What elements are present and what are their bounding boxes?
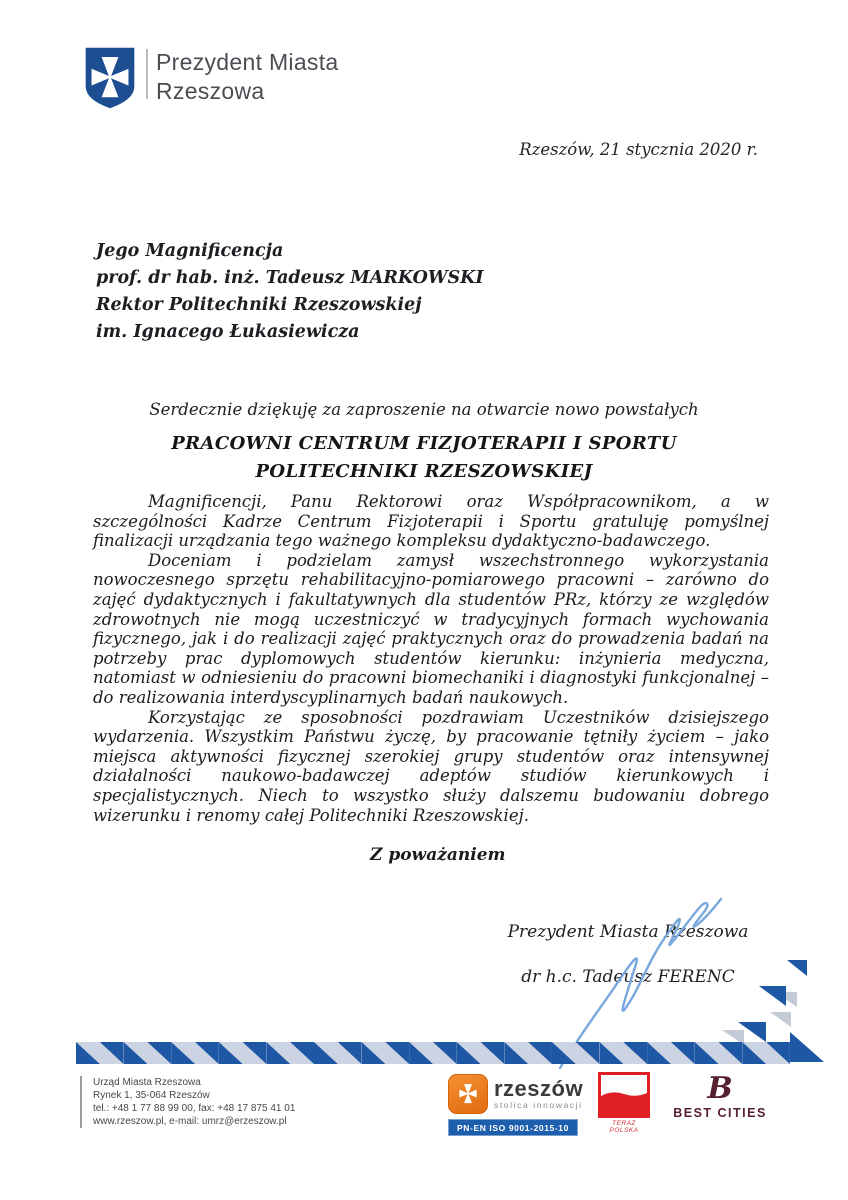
band-triangle	[195, 1042, 219, 1064]
band-triangle	[623, 1042, 647, 1064]
band-triangle	[314, 1042, 338, 1064]
paragraph: Korzystając ze sposobności pozdrawiam Uczestników dzisiejszego wydarzenia. Wszystkim Państwu życzę, by pracowanie tętniły życiem – jako miejsca aktywności fizycznej szerokiej grupy studentów oraz intensywnej działalności naukowo-badawczej adeptów studiów kierunkowych i specjalistycznych. Niech to wszystko służy dalszemu budowaniu dobrego wizerunku i renomy całej Politechniki Rzeszowskiej.	[93, 707, 769, 825]
band-triangle	[647, 1042, 671, 1064]
rzeszow-city-logo	[448, 1074, 598, 1136]
date-line: Rzeszów, 21 stycznia 2020 r.	[519, 140, 758, 159]
signer-name: dr h.c. Tadeusz FERENC	[521, 967, 735, 987]
letterhead-title-line2: Rzeszowa	[156, 78, 265, 104]
closing-formula: Z poważaniem	[370, 845, 506, 865]
address-line: Rynek 1, 35-064 Rzeszów	[93, 1090, 210, 1101]
triangle-band	[76, 1042, 790, 1064]
band-triangle	[600, 1042, 624, 1064]
band-triangle	[385, 1042, 409, 1064]
rzeszow-logo-wordmark: rzeszów	[494, 1075, 584, 1101]
decorative-triangle	[790, 1032, 824, 1062]
band-triangle	[100, 1042, 124, 1064]
band-triangle	[528, 1042, 552, 1064]
band-triangle	[695, 1042, 719, 1064]
band-triangle	[552, 1042, 576, 1064]
heading-line1: PRACOWNI CENTRUM FIZJOTERAPII I SPORTU	[171, 433, 677, 454]
band-triangle	[504, 1042, 528, 1064]
band-triangle	[457, 1042, 481, 1064]
rzeszow-coat-of-arms-icon	[84, 46, 136, 110]
teraz-polska-flag-icon	[598, 1072, 650, 1118]
band-triangle	[266, 1042, 290, 1064]
teraz-polska-label: TERAZ POLSKA	[609, 1120, 639, 1134]
band-triangle	[766, 1042, 790, 1064]
band-triangle	[171, 1042, 195, 1064]
signature-block	[478, 922, 778, 987]
rzeszow-logo-subtitle: stolica innowacji	[494, 1099, 583, 1110]
band-triangle	[671, 1042, 695, 1064]
band-triangle	[481, 1042, 505, 1064]
band-triangle	[576, 1042, 600, 1064]
band-triangle	[409, 1042, 433, 1064]
band-triangle	[362, 1042, 386, 1064]
rzeszow-logo-icon	[448, 1074, 488, 1114]
band-triangle	[742, 1042, 766, 1064]
band-triangle	[719, 1042, 743, 1064]
best-cities-label: BEST CITIES	[673, 1106, 767, 1120]
recipient-block	[96, 238, 484, 346]
footer-address	[80, 1076, 295, 1128]
decorative-triangle	[770, 1012, 791, 1027]
recipient-line: Rektor Politechniki Rzeszowskiej	[96, 295, 422, 315]
band-triangle	[243, 1042, 267, 1064]
paragraph: Doceniam i podzielam zamysł wszechstronnego wykorzystania nowoczesnego sprzętu rehabilitacyjno-pomiarowego pracowni – zarówno do zajęć dydaktycznych i fakultatywnych dla studentów PRz, którzy ze względów zdrowotnych nie mogą uczestniczyć w tradycyjnych formach wychowania fizycznego, jak i do realizacji zajęć praktycznych oraz do prowadzenia badań na potrzeby prac dyplomowych studentów kierunku: inżynieria medyczna, natomiast w odniesieniu do pracowni biomechaniki i diagnostyki funkcjonalnej – do realizowania interdyscyplinarnych badań naukowych.	[93, 550, 769, 707]
intro-sentence: Serdecznie dziękuję za zaproszenie na otwarcie nowo powstałych	[149, 400, 699, 419]
letterhead	[84, 46, 339, 110]
band-triangle	[433, 1042, 457, 1064]
letter-body	[93, 492, 769, 825]
decorative-triangle	[787, 960, 807, 976]
best-cities-logo	[664, 1071, 776, 1120]
letterhead-title-line1: Prezydent Miasta	[156, 49, 339, 75]
signer-title: Prezydent Miasta Rzeszowa	[507, 922, 749, 942]
band-triangle	[124, 1042, 148, 1064]
band-triangle	[290, 1042, 314, 1064]
best-cities-monogram-icon: B	[707, 1071, 733, 1106]
address-line: Urząd Miasta Rzeszowa	[93, 1077, 201, 1088]
band-triangle	[147, 1042, 171, 1064]
iso-certificate-badge: PN-EN ISO 9001-2015-10	[448, 1119, 578, 1136]
address-line: tel.: +48 1 77 88 99 00, fax: +48 17 875 41 01	[93, 1103, 296, 1114]
band-triangle	[338, 1042, 362, 1064]
letter-heading	[84, 430, 764, 486]
teraz-polska-logo	[598, 1072, 650, 1134]
recipient-line: Jego Magnificencja	[96, 241, 284, 261]
paragraph: Magnificencji, Panu Rektorowi oraz Współpracownikom, a w szczególności Kadrze Centrum Fizjoterapii i Sportu gratuluję pomyślnej finalizacji urządzania tego ważnego kompleksu dydaktyczno-badawczego.	[93, 492, 769, 551]
decorative-triangle	[759, 986, 786, 1006]
recipient-line: im. Ignacego Łukasiewicza	[96, 322, 360, 342]
letterhead-divider	[146, 49, 148, 99]
letterhead-title	[156, 48, 339, 106]
address-line: www.rzeszow.pl, e-mail: umrz@erzeszow.pl	[93, 1116, 287, 1127]
band-triangle	[76, 1042, 100, 1064]
band-triangle	[219, 1042, 243, 1064]
recipient-line: prof. dr hab. inż. Tadeusz MARKOWSKI	[96, 268, 484, 288]
heading-line2: POLITECHNIKI RZESZOWSKIEJ	[255, 461, 593, 482]
